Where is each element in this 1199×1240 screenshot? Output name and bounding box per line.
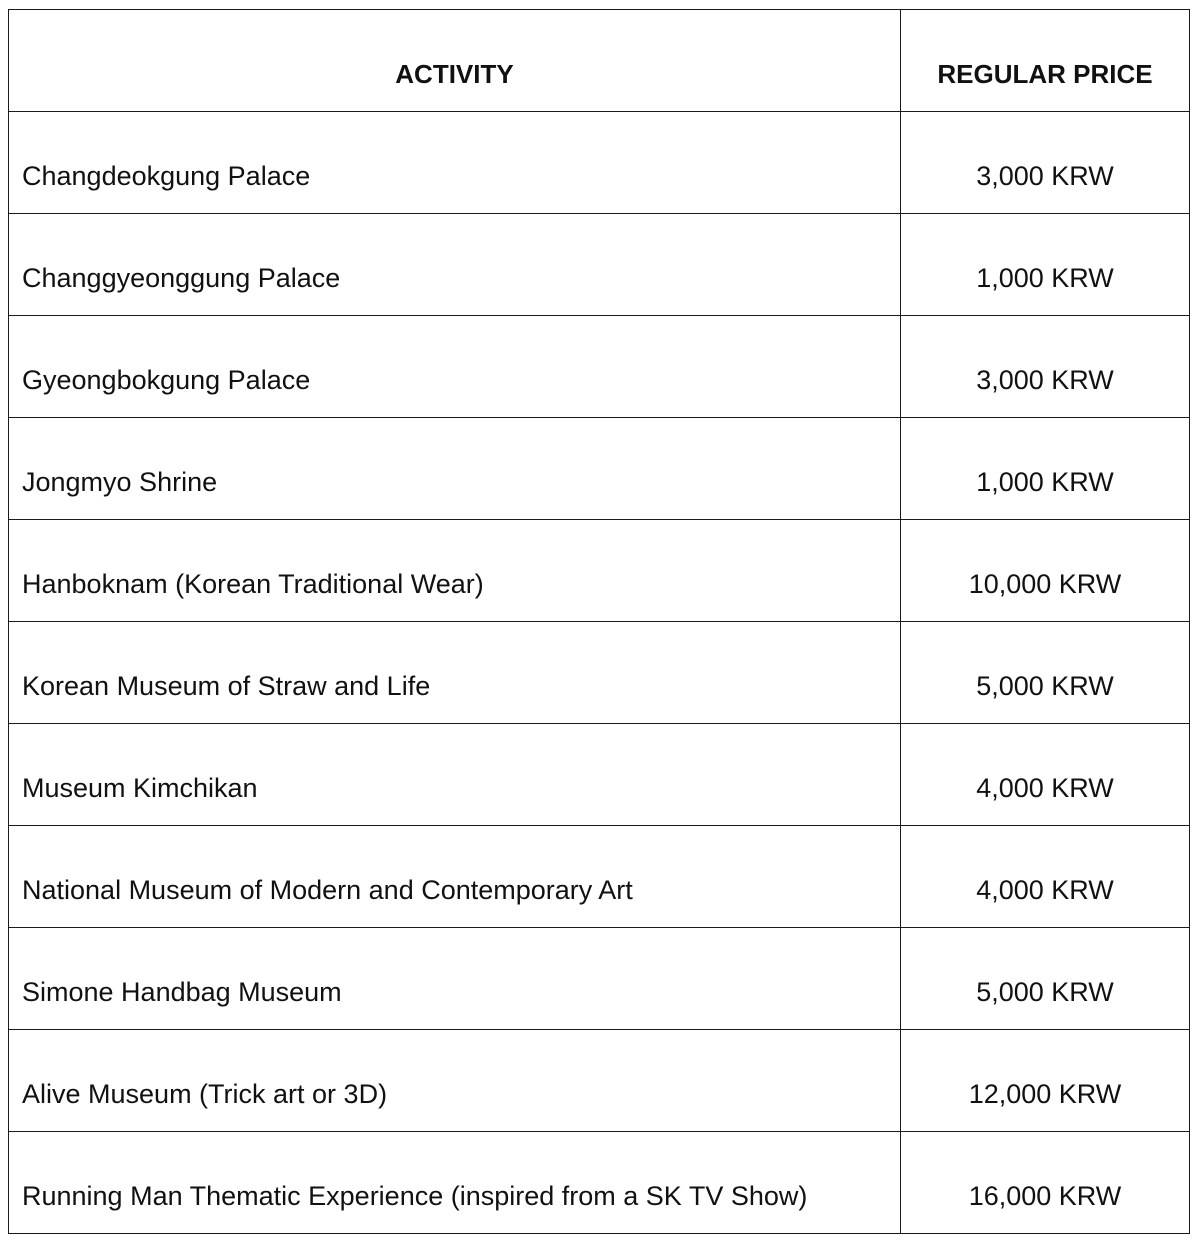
price-cell: 10,000 KRW <box>901 520 1190 622</box>
table-row <box>9 418 1190 520</box>
activity-cell: Jongmyo Shrine <box>9 418 901 520</box>
activity-cell: Simone Handbag Museum <box>9 928 901 1030</box>
price-cell: 3,000 KRW <box>901 316 1190 418</box>
activity-cell: Hanboknam (Korean Traditional Wear) <box>9 520 901 622</box>
table-row <box>9 316 1190 418</box>
activity-cell: Museum Kimchikan <box>9 724 901 826</box>
price-cell: 3,000 KRW <box>901 112 1190 214</box>
activity-price-table <box>8 9 1190 1234</box>
price-cell: 1,000 KRW <box>901 214 1190 316</box>
price-cell: 4,000 KRW <box>901 826 1190 928</box>
price-cell: 5,000 KRW <box>901 928 1190 1030</box>
table-row <box>9 1030 1190 1132</box>
activity-cell: Running Man Thematic Experience (inspired from a SK TV Show) <box>9 1132 901 1234</box>
activity-cell: Korean Museum of Straw and Life <box>9 622 901 724</box>
activity-cell: Changdeokgung Palace <box>9 112 901 214</box>
table-row <box>9 724 1190 826</box>
table-header-row <box>9 10 1190 112</box>
table-row <box>9 928 1190 1030</box>
price-cell: 16,000 KRW <box>901 1132 1190 1234</box>
activity-cell: Changgyeonggung Palace <box>9 214 901 316</box>
table-row <box>9 826 1190 928</box>
table-row <box>9 214 1190 316</box>
price-cell: 1,000 KRW <box>901 418 1190 520</box>
activity-cell: Gyeongbokgung Palace <box>9 316 901 418</box>
activity-cell: National Museum of Modern and Contemporary Art <box>9 826 901 928</box>
table-row <box>9 112 1190 214</box>
price-cell: 5,000 KRW <box>901 622 1190 724</box>
price-column-header: REGULAR PRICE <box>901 10 1190 112</box>
table-row <box>9 622 1190 724</box>
table-row <box>9 520 1190 622</box>
price-cell: 4,000 KRW <box>901 724 1190 826</box>
activity-cell: Alive Museum (Trick art or 3D) <box>9 1030 901 1132</box>
table-row <box>9 1132 1190 1234</box>
price-cell: 12,000 KRW <box>901 1030 1190 1132</box>
activity-column-header: ACTIVITY <box>9 10 901 112</box>
